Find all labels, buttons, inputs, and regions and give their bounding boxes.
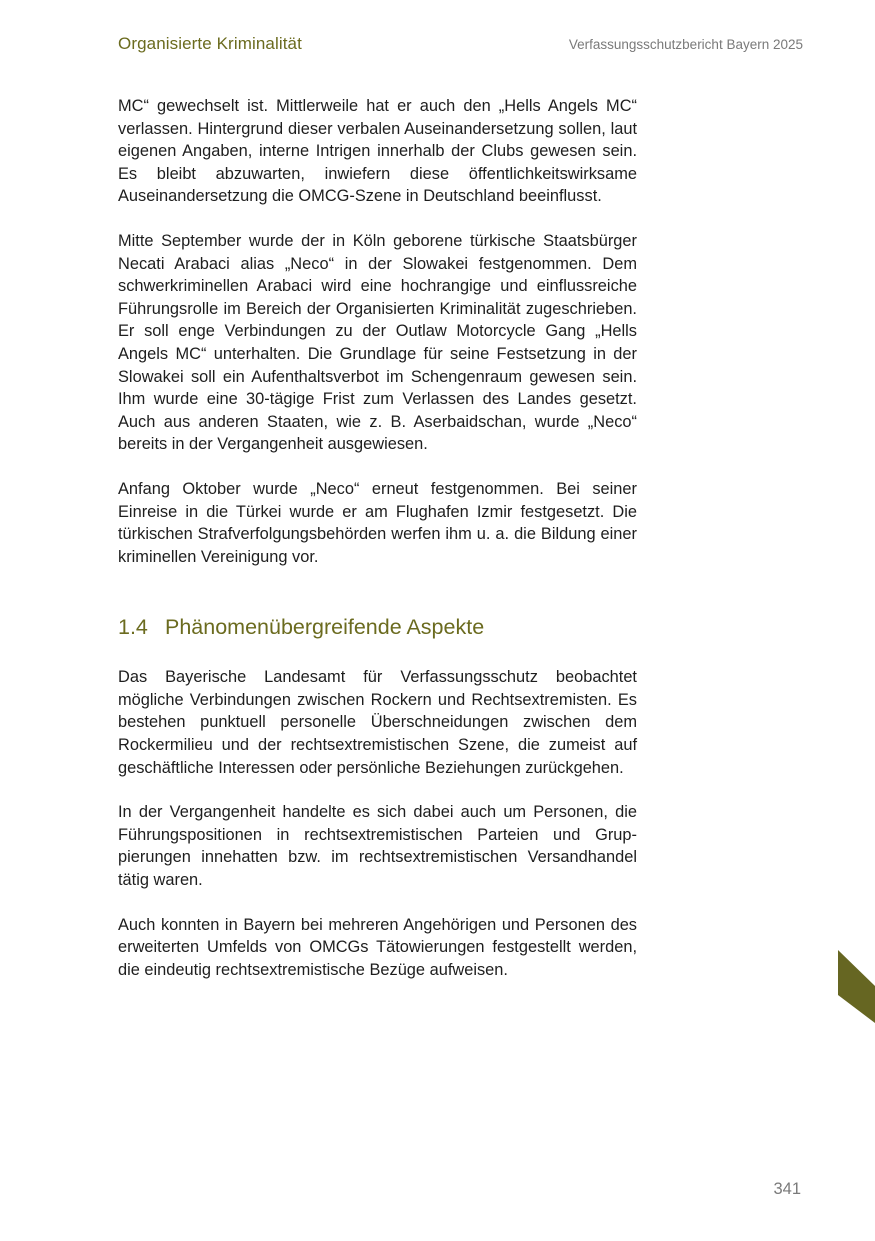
section-heading (118, 615, 637, 640)
paragraph: Mitte September wurde der in Köln geborene türkische Staatsbürger Necati Arabaci alias „Neco“ in der Slowakei festgenommen. Dem schwerkriminellen Arabaci wird eine hochrangige und einflussreiche Führungsrolle im Bereich der Organisierten Kriminalität zugeschrieben. Er soll enge Verbindungen zu der Outlaw Motorcycle Gang „Hells Angels MC“ unterhalten. Die Grundlage für seine Festsetzung in der Slowakei soll ein Aufenthaltsverbot im Schengenraum gewesen sein. Ihm wurde eine 30-tägige Frist zum Verlassen des Landes gesetzt. Auch aus anderen Staaten, wie z. B. Aserbaidschan, wurde „Neco“ bereits in der Vergangenheit ausgewiesen. (118, 231, 637, 454)
running-head-publication: Verfassungsschutzbericht Bayern 2025 (568, 37, 803, 52)
section-number: 1.4 (118, 615, 148, 640)
section-title: Phänomenübergreifende Aspekte (165, 615, 485, 640)
page-number: 341 (773, 1180, 801, 1198)
running-head-section: Organisierte Kriminalität (118, 34, 302, 53)
chapter-tab-marker (838, 950, 875, 1023)
paragraph: Anfang Oktober wurde „Neco“ erneut festgenommen. Bei seiner Einreise in die Türkei wurde er am Flughafen Izmir festgesetzt. Die türkischen Strafverfolgungsbehörden werfen ihm u. a. die Bildung einer kriminellen Vereinigung vor. (118, 479, 637, 566)
paragraph: Auch konnten in Bayern bei mehreren Angehörigen und Personen des erweiterten Umfelds von OMCGs Tätowierungen festgestellt werden, die eindeutig rechtsextremistische Bezüge aufweisen. (118, 915, 637, 979)
paragraph: MC“ gewechselt ist. Mittlerweile hat er auch den „Hells Angels MC“ verlassen. Hintergrund dieser verbalen Auseinandersetzung sollen, laut eigenen Angaben, interne Intrigen innerhalb der Clubs gewesen sein. Es bleibt abzuwarten, inwiefern diese öffentlichkeitswirksame Auseinandersetzung die OMCG-Szene in Deutschland beeinflusst. (118, 97, 637, 206)
paragraph: In der Vergangenheit handelte es sich dabei auch um Personen, die Führungspositionen in rechtsextremistischen Parteien und Gruppierungen innehatten bzw. im rechtsextremistischen Versandhandel tätig waren. (118, 803, 637, 890)
paragraph: Das Bayerische Landesamt für Verfassungsschutz beobachtet mögliche Verbindungen zwischen Rockern und Rechtsextremisten. Es bestehen punktuell personelle Überschneidungen zwischen dem Rockermilieu und der rechtsextremistischen Szene, die zumeist auf geschäftliche Interessen oder persönliche Beziehungen zurückgehen. (118, 668, 637, 777)
page-content (118, 95, 637, 981)
